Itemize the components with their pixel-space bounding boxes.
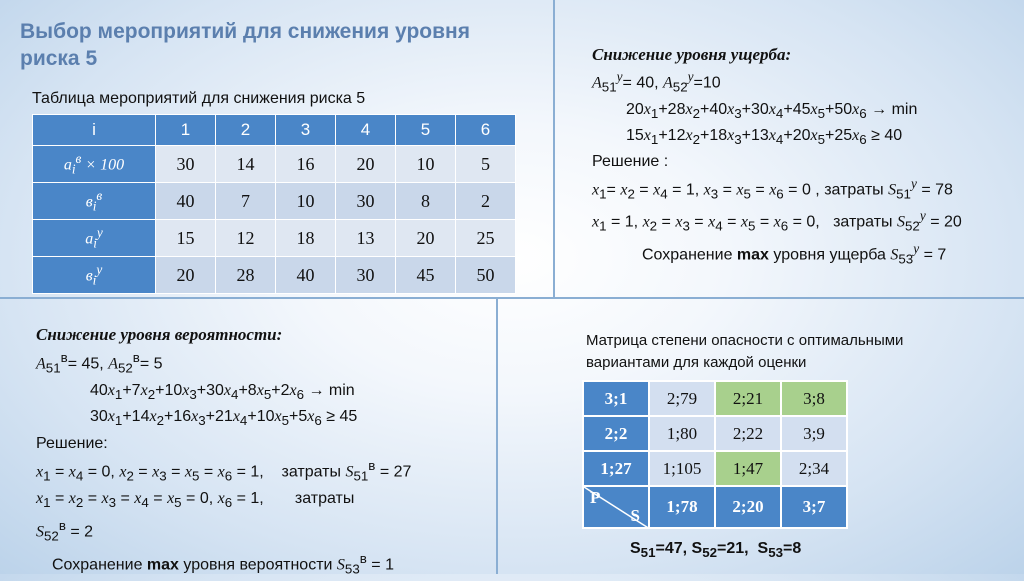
vertical-divider-top (553, 0, 555, 298)
table-cell: 7 (216, 183, 276, 220)
header-cell: i (33, 115, 156, 146)
table-cell: 20 (396, 220, 456, 257)
table-cell: 30 (336, 257, 396, 294)
prob-keep: Сохранение max уровня вероятности $S_{53}^в = 1$ (52, 551, 394, 577)
corner-p-label: P (590, 488, 601, 507)
table-cell: 8 (396, 183, 456, 220)
matrix-bottom-cell: 1;78 (649, 486, 715, 528)
matrix-cell-optimal: 3;8 (781, 381, 847, 416)
header-cell: 4 (336, 115, 396, 146)
table-cell: 50 (456, 257, 516, 294)
matrix-cell: 3;9 (781, 416, 847, 451)
prob-solution-2: $x_1 = x_2 = x_3 = x_4 = x_5 = 0$, $x_6 = 1$, затраты (36, 490, 355, 511)
probability-section (36, 324, 411, 581)
table-row (33, 257, 516, 294)
vertical-divider-bottom (496, 297, 498, 574)
matrix-cell: 2;22 (715, 416, 781, 451)
prob-solution-2b: $S_{52}^в = 2$ (36, 518, 94, 544)
matrix-cell-optimal: 1;47 (715, 451, 781, 486)
measures-table (32, 114, 516, 294)
table-cell: 45 (396, 257, 456, 294)
matrix-row (583, 451, 847, 486)
prob-constraint: $30x_1+14x_2+16x_3+21x_4+10x_5+5x_6 \ge 45$ (90, 408, 358, 429)
header-cell: 6 (456, 115, 516, 146)
table-cell: 40 (276, 257, 336, 294)
table-cell: 30 (156, 146, 216, 183)
table-cell: 25 (456, 220, 516, 257)
table-cell: 16 (276, 146, 336, 183)
row-label: $a_i^в \times 100$ (33, 146, 156, 183)
table-row (33, 183, 516, 220)
table-cell: 5 (456, 146, 516, 183)
matrix-summary: $S_{51}=47$, $S_{52}=21$, $S_{53}=8$ (630, 540, 802, 561)
damage-section (592, 44, 962, 270)
table-cell: 10 (396, 146, 456, 183)
header-cell: 1 (156, 115, 216, 146)
table-cell: 15 (156, 220, 216, 257)
prob-heading: Снижение уровня вероятности: (36, 325, 283, 344)
matrix-cell: 1;80 (649, 416, 715, 451)
matrix-row-head: 3;1 (583, 381, 649, 416)
table-cell: 28 (216, 257, 276, 294)
damage-solution-label: Решение : (592, 152, 669, 170)
table-cell: 14 (216, 146, 276, 183)
page-title: Выбор мероприятий для снижения уровня риска 5 (20, 20, 470, 70)
damage-solution-2: $x_1 = 1$, $x_2 = x_3 = x_4 = x_5 = x_6 = 0$, затраты $S_{52}^y = 20$ (592, 208, 962, 234)
table-cell: 30 (336, 183, 396, 220)
table-cell: 40 (156, 183, 216, 220)
damage-heading: Снижение уровня ущерба: (592, 45, 792, 64)
matrix-bottom-cell: 3;7 (781, 486, 847, 528)
damage-solution-1: $x_1= x_2 = x_4 = 1$, $x_3 = x_5 = x_6 = 0$ , затраты $S_{51}^y = 78$ (592, 175, 953, 202)
row-label: $в_i^в$ (33, 183, 156, 220)
table-cell: 18 (276, 220, 336, 257)
matrix-row-head: 2;2 (583, 416, 649, 451)
table-row (33, 220, 516, 257)
matrix-cell-optimal: 2;21 (715, 381, 781, 416)
table1-caption: Таблица мероприятий для снижения риска 5 (32, 90, 366, 107)
matrix-caption: Матрица степени опасности с оптимальными вариантами для каждой оценки (586, 332, 904, 371)
prob-solution-1: $x_1 = x_4 = 0$, $x_2 = x_3 = x_5 = x_6 = 1$, затраты $S_{51}^в = 27$ (36, 458, 412, 484)
corner-s-label: S (630, 506, 640, 525)
matrix-cell: 1;105 (649, 451, 715, 486)
table-cell: 10 (276, 183, 336, 220)
prob-solution-label: Решение: (36, 434, 108, 452)
prob-a-values: $A_{51}^в= 45$, $A_{52}^в= 5$ (36, 349, 163, 376)
table-header-row (33, 115, 516, 146)
table-cell: 20 (336, 146, 396, 183)
table-cell: 12 (216, 220, 276, 257)
matrix-row (583, 381, 847, 416)
matrix-row (583, 416, 847, 451)
table-cell: 2 (456, 183, 516, 220)
damage-a-values: $A_{51}^y= 40$, $A_{52}^y=10$ (592, 69, 721, 95)
prob-objective: $40x_1+7x_2+10x_3+30x_4+8x_5+2x_6 \to \min$ (90, 381, 355, 402)
matrix-corner-cell (583, 486, 649, 528)
damage-constraint: $15x_1+12x_2+18x_3+13x_4+20x_5+25x_6 \ge 40$ (626, 126, 903, 147)
danger-matrix (582, 380, 848, 529)
row-label: $a_i^y$ (33, 220, 156, 257)
matrix-cell: 2;79 (649, 381, 715, 416)
header-cell: 2 (216, 115, 276, 146)
damage-objective: $20x_1+28x_2+40x_3+30x_4+45x_5+50x_6 \to \min$ (626, 100, 918, 121)
matrix-cell: 2;34 (781, 451, 847, 486)
matrix-bottom-row (583, 486, 847, 528)
damage-keep: Сохранение max уровня ущерба $S_{53}^y = 7$ (642, 240, 947, 267)
header-cell: 3 (276, 115, 336, 146)
table-row (33, 146, 516, 183)
matrix-row-head: 1;27 (583, 451, 649, 486)
table-cell: 13 (336, 220, 396, 257)
table-cell: 20 (156, 257, 216, 294)
horizontal-divider-left (0, 297, 496, 299)
row-label: $в_i^y$ (33, 257, 156, 294)
horizontal-divider-right (496, 297, 1024, 299)
header-cell: 5 (396, 115, 456, 146)
matrix-bottom-cell: 2;20 (715, 486, 781, 528)
